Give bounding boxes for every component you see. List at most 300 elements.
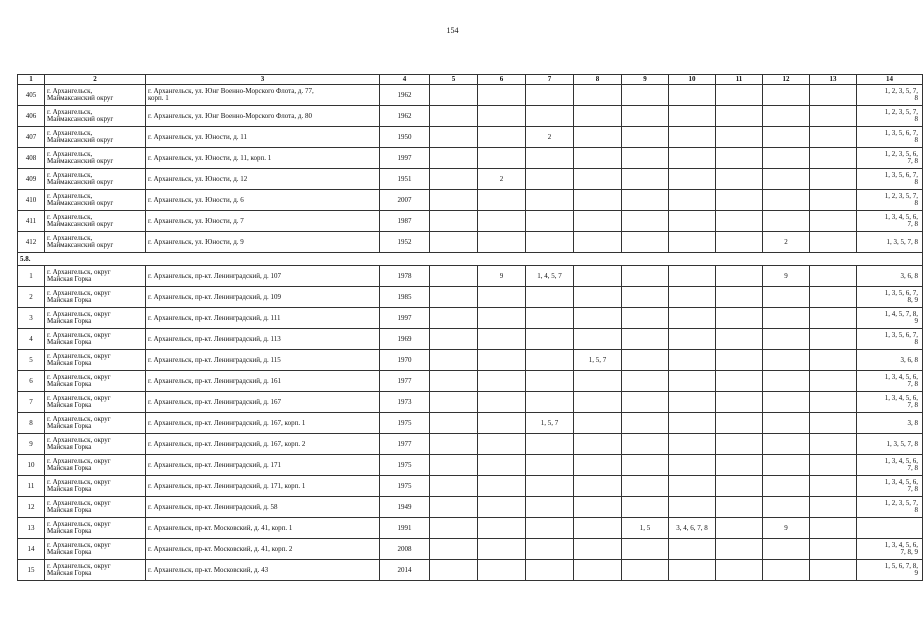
table-cell [430,211,478,232]
table-cell [526,350,574,371]
table-cell [430,148,478,169]
table-cell: 2 [18,287,45,308]
table-cell [810,455,857,476]
table-cell [622,539,669,560]
table-cell: 3, 6, 8 [857,350,923,371]
table-cell: г. Архангельск, округ Майская Горка [45,392,146,413]
table-cell [810,148,857,169]
table-cell [574,539,622,560]
column-header: 7 [526,75,574,85]
table-cell [669,413,716,434]
table-cell [810,232,857,253]
table-cell [526,455,574,476]
table-cell [574,169,622,190]
table-cell [622,560,669,581]
table-cell [622,287,669,308]
table-cell: 1985 [380,287,430,308]
table-cell: 1991 [380,518,430,539]
table-cell [526,371,574,392]
table-row [18,169,923,190]
table-cell [716,350,763,371]
table-cell: 1, 3, 5, 7, 8 [857,232,923,253]
table-cell: 1, 3, 5, 7, 8 [857,434,923,455]
table-cell: 1975 [380,476,430,497]
table-cell: г. Архангельск, округ Майская Горка [45,434,146,455]
table-cell: 1, 3, 4, 5, 6, 7, 8, 9 [857,539,923,560]
table-cell: 9 [18,434,45,455]
table-cell: 1, 4, 5, 7, 8, 9 [857,308,923,329]
table-cell: 1, 3, 5, 6, 7, 8 [857,329,923,350]
table-cell [763,169,810,190]
table-cell: г. Архангельск, пр-кт. Ленинградский, д. 171 [146,455,380,476]
table-cell: 1, 2, 3, 5, 7, 8 [857,85,923,106]
table-cell [763,190,810,211]
table-cell [716,266,763,287]
table-cell: 1973 [380,392,430,413]
table-cell [478,518,526,539]
table-cell: 408 [18,148,45,169]
table-cell [430,434,478,455]
table-cell: 1, 3, 5, 6, 7, 8 [857,169,923,190]
table-cell [716,497,763,518]
table-cell [763,287,810,308]
table-row [18,308,923,329]
table-row [18,350,923,371]
table-cell [478,85,526,106]
table-cell [669,539,716,560]
column-header: 1 [18,75,45,85]
table-cell [430,266,478,287]
table-cell: г. Архангельск, пр-кт. Ленинградский, д. 115 [146,350,380,371]
table-cell [526,308,574,329]
table-row [18,106,923,127]
table-cell [763,539,810,560]
table-cell [857,518,923,539]
table-cell: 9 [763,518,810,539]
table-cell [478,287,526,308]
housing-table [17,74,923,581]
table-cell [669,560,716,581]
table-cell [622,190,669,211]
page-number: 154 [446,26,459,35]
table-cell [574,308,622,329]
table-cell [478,455,526,476]
table-cell: г. Архангельск, Маймаксанский округ [45,211,146,232]
table-row [18,497,923,518]
table-cell: 1, 5 [622,518,669,539]
table-cell [669,392,716,413]
table-row [18,455,923,476]
table-cell [669,476,716,497]
table-cell [763,329,810,350]
table-cell [669,169,716,190]
table-cell: г. Архангельск, пр-кт. Московский, д. 41, корп. 1 [146,518,380,539]
table-cell: 15 [18,560,45,581]
table-cell: 4 [18,329,45,350]
table-cell: 11 [18,476,45,497]
table-cell [669,287,716,308]
table-cell [622,392,669,413]
table-cell [763,127,810,148]
table-cell [574,476,622,497]
table-cell [478,371,526,392]
table-cell: г. Архангельск, округ Майская Горка [45,560,146,581]
table-cell: г. Архангельск, округ Майская Горка [45,371,146,392]
table-cell: 1, 2, 3, 5, 7, 8 [857,190,923,211]
table-row [18,148,923,169]
table-cell: г. Архангельск, Маймаксанский округ [45,190,146,211]
table-cell [763,497,810,518]
table-cell [669,85,716,106]
table-cell [716,127,763,148]
table-cell: 410 [18,190,45,211]
table-cell [574,392,622,413]
table-cell: 1, 2, 3, 5, 7, 8 [857,106,923,127]
table-cell [622,232,669,253]
table-cell [716,371,763,392]
table-cell: 2014 [380,560,430,581]
table-cell: г. Архангельск, округ Майская Горка [45,329,146,350]
table-cell: 6 [18,371,45,392]
table-cell [763,455,810,476]
table-cell [622,413,669,434]
table-cell: 405 [18,85,45,106]
table-cell [574,127,622,148]
table-cell [574,287,622,308]
table-cell [478,539,526,560]
table-cell [478,148,526,169]
table-cell [574,211,622,232]
table-cell: 409 [18,169,45,190]
table-cell [622,85,669,106]
table-cell [478,127,526,148]
table-cell: 1, 3, 5, 6, 7, 8 [857,127,923,148]
table-cell [763,308,810,329]
table-cell: 1950 [380,127,430,148]
table-cell: г. Архангельск, ул. Юности, д. 9 [146,232,380,253]
table-cell: г. Архангельск, пр-кт. Ленинградский, д. 171, корп. 1 [146,476,380,497]
table-cell: г. Архангельск, округ Майская Горка [45,413,146,434]
table-cell [478,413,526,434]
table-row [18,518,923,539]
table-cell [810,169,857,190]
table-cell [526,539,574,560]
table-row [18,329,923,350]
table-cell: 1, 3, 4, 5, 6, 7, 8 [857,476,923,497]
table-cell [574,106,622,127]
table-cell: г. Архангельск, Маймаксанский округ [45,127,146,148]
table-cell [763,560,810,581]
table-cell: г. Архангельск, ул. Юности, д. 6 [146,190,380,211]
table-cell [716,148,763,169]
section-row [18,253,923,266]
table-cell [669,350,716,371]
table-cell [526,434,574,455]
table-cell: 3, 6, 8 [857,266,923,287]
column-header: 5 [430,75,478,85]
table-cell: 8 [18,413,45,434]
table-cell [622,127,669,148]
table-row [18,211,923,232]
table-cell: 1951 [380,169,430,190]
table-cell [810,106,857,127]
table-cell: г. Архангельск, Маймаксанский округ [45,232,146,253]
table-cell: г. Архангельск, ул. Юности, д. 7 [146,211,380,232]
table-cell [810,329,857,350]
table-cell [526,211,574,232]
table-cell [430,476,478,497]
table-row [18,371,923,392]
table-cell: г. Архангельск, округ Майская Горка [45,518,146,539]
table-cell: 1978 [380,266,430,287]
table-cell: г. Архангельск, пр-кт. Ленинградский, д. 113 [146,329,380,350]
table-cell [526,497,574,518]
table-cell: 1975 [380,413,430,434]
table-cell [763,106,810,127]
table-cell [716,455,763,476]
table-row [18,476,923,497]
table-cell [478,232,526,253]
table-cell [430,518,478,539]
table-cell [669,308,716,329]
table-cell [430,329,478,350]
table-cell: 2008 [380,539,430,560]
table-cell: г. Архангельск, пр-кт. Ленинградский, д. 58 [146,497,380,518]
table-cell [763,148,810,169]
table-cell: 1, 2, 3, 5, 6, 7, 8 [857,148,923,169]
table-cell: 13 [18,518,45,539]
table-cell [430,350,478,371]
table-cell [810,308,857,329]
table-cell [669,190,716,211]
table-cell [526,148,574,169]
table-cell [574,329,622,350]
table-cell [810,539,857,560]
table-cell [763,350,810,371]
table-cell: 2 [478,169,526,190]
table-cell: 3 [18,308,45,329]
table-cell [478,476,526,497]
table-row [18,266,923,287]
table-cell [430,455,478,476]
table-cell [430,232,478,253]
table-cell: 1, 5, 6, 7, 8, 9 [857,560,923,581]
table-cell [716,329,763,350]
table-cell [526,232,574,253]
table-row [18,232,923,253]
table-cell: 1, 3, 4, 5, 6, 7, 8 [857,455,923,476]
table-header-row [18,75,923,85]
table-cell [526,169,574,190]
table-cell [810,518,857,539]
table-row [18,434,923,455]
table-cell [669,434,716,455]
table-cell [622,211,669,232]
table-cell [622,148,669,169]
table-cell: 412 [18,232,45,253]
table-cell [716,560,763,581]
table-cell [526,287,574,308]
table-cell [430,371,478,392]
column-header: 3 [146,75,380,85]
table-cell [478,560,526,581]
table-cell: г. Архангельск, округ Майская Горка [45,308,146,329]
table-cell [574,85,622,106]
table-cell: 1962 [380,85,430,106]
table-cell [716,413,763,434]
column-header: 13 [810,75,857,85]
table-cell [430,392,478,413]
table-cell [669,266,716,287]
table-cell [478,211,526,232]
table-cell [478,497,526,518]
table-cell: 1977 [380,371,430,392]
table-cell: 1, 5, 7 [526,413,574,434]
table-cell [669,329,716,350]
table-cell: г. Архангельск, округ Майская Горка [45,266,146,287]
table-row [18,560,923,581]
table-cell: 1970 [380,350,430,371]
table-cell: г. Архангельск, округ Майская Горка [45,350,146,371]
table-cell: 1, 3, 4, 5, 6, 7, 8 [857,392,923,413]
table-cell: 14 [18,539,45,560]
column-header: 10 [669,75,716,85]
table-cell [574,148,622,169]
table-cell: г. Архангельск, ул. Юнг Военно-Морского Флота, д. 80 [146,106,380,127]
table-cell [810,434,857,455]
table-cell: 12 [18,497,45,518]
table-cell: 2 [763,232,810,253]
table-cell: г. Архангельск, округ Майская Горка [45,476,146,497]
table-cell [810,266,857,287]
table-cell [478,190,526,211]
table-cell [526,106,574,127]
table-cell [716,169,763,190]
table-row [18,392,923,413]
table-cell: 1997 [380,148,430,169]
table-cell [763,476,810,497]
table-cell [430,287,478,308]
table-cell: 3, 8 [857,413,923,434]
table-cell [526,476,574,497]
column-header: 14 [857,75,923,85]
table-row [18,413,923,434]
table-cell [622,434,669,455]
table-cell [716,434,763,455]
table-cell: 9 [478,266,526,287]
table-cell: г. Архангельск, ул. Юности, д. 11, корп. 1 [146,148,380,169]
table-cell [622,329,669,350]
table-cell: 1997 [380,308,430,329]
table-cell: г. Архангельск, ул. Юности, д. 12 [146,169,380,190]
table-cell [669,148,716,169]
table-cell [716,518,763,539]
table-cell: 3, 4, 6, 7, 8 [669,518,716,539]
table-cell [622,476,669,497]
table-cell [810,497,857,518]
table-cell [478,106,526,127]
table-cell [622,266,669,287]
table-cell: 2007 [380,190,430,211]
table-cell: г. Архангельск, пр-кт. Ленинградский, д. 161 [146,371,380,392]
table-cell [810,350,857,371]
table-cell [430,413,478,434]
table-cell [622,106,669,127]
table-cell: г. Архангельск, Маймаксанский округ [45,148,146,169]
table-cell [574,497,622,518]
table-cell [810,413,857,434]
table-cell: 407 [18,127,45,148]
table-cell [478,329,526,350]
table-cell [574,560,622,581]
table-cell: г. Архангельск, пр-кт. Ленинградский, д. 107 [146,266,380,287]
table-cell [526,190,574,211]
table-cell: 1, 5, 7 [574,350,622,371]
table-cell: г. Архангельск, округ Майская Горка [45,287,146,308]
table-cell: 406 [18,106,45,127]
table-cell [574,190,622,211]
table-cell [526,392,574,413]
table-cell [716,232,763,253]
column-header: 2 [45,75,146,85]
table-cell: 10 [18,455,45,476]
table-cell [716,211,763,232]
table-cell [430,127,478,148]
table-cell [716,539,763,560]
table-cell: 9 [763,266,810,287]
table-cell [430,308,478,329]
table-cell: 1, 3, 5, 6, 7, 8, 9 [857,287,923,308]
table-cell [716,476,763,497]
table-cell [430,560,478,581]
table-cell [810,371,857,392]
table-cell: 1975 [380,455,430,476]
table-cell [810,127,857,148]
table-cell: г. Архангельск, округ Майская Горка [45,455,146,476]
table-row [18,127,923,148]
table-cell [669,455,716,476]
table-cell [574,266,622,287]
table-cell [526,560,574,581]
table-cell [763,413,810,434]
table-row [18,539,923,560]
table-cell [763,434,810,455]
table-cell [810,392,857,413]
column-header: 4 [380,75,430,85]
table-cell: 1987 [380,211,430,232]
table-cell: г. Архангельск, Маймаксанский округ [45,106,146,127]
table-cell: 411 [18,211,45,232]
table-cell [430,85,478,106]
table-cell [430,106,478,127]
table-cell [716,392,763,413]
table-cell: 1, 3, 4, 5, 6, 7, 8 [857,371,923,392]
column-header: 11 [716,75,763,85]
table-cell: 1, 2, 3, 5, 7, 8 [857,497,923,518]
table-cell [669,127,716,148]
table-cell: 7 [18,392,45,413]
table-cell: г. Архангельск, Маймаксанский округ [45,169,146,190]
table-cell: г. Архангельск, пр-кт. Ленинградский, д. 109 [146,287,380,308]
table-cell [763,371,810,392]
table-cell: 2 [526,127,574,148]
section-label: 5.8. [18,253,923,266]
table-cell: 1 [18,266,45,287]
table-cell: 1, 4, 5, 7 [526,266,574,287]
table-cell [716,190,763,211]
table-cell: г. Архангельск, ул. Юнг Военно-Морского Флота, д. 77, корп. 1 [146,85,380,106]
table-cell [716,85,763,106]
